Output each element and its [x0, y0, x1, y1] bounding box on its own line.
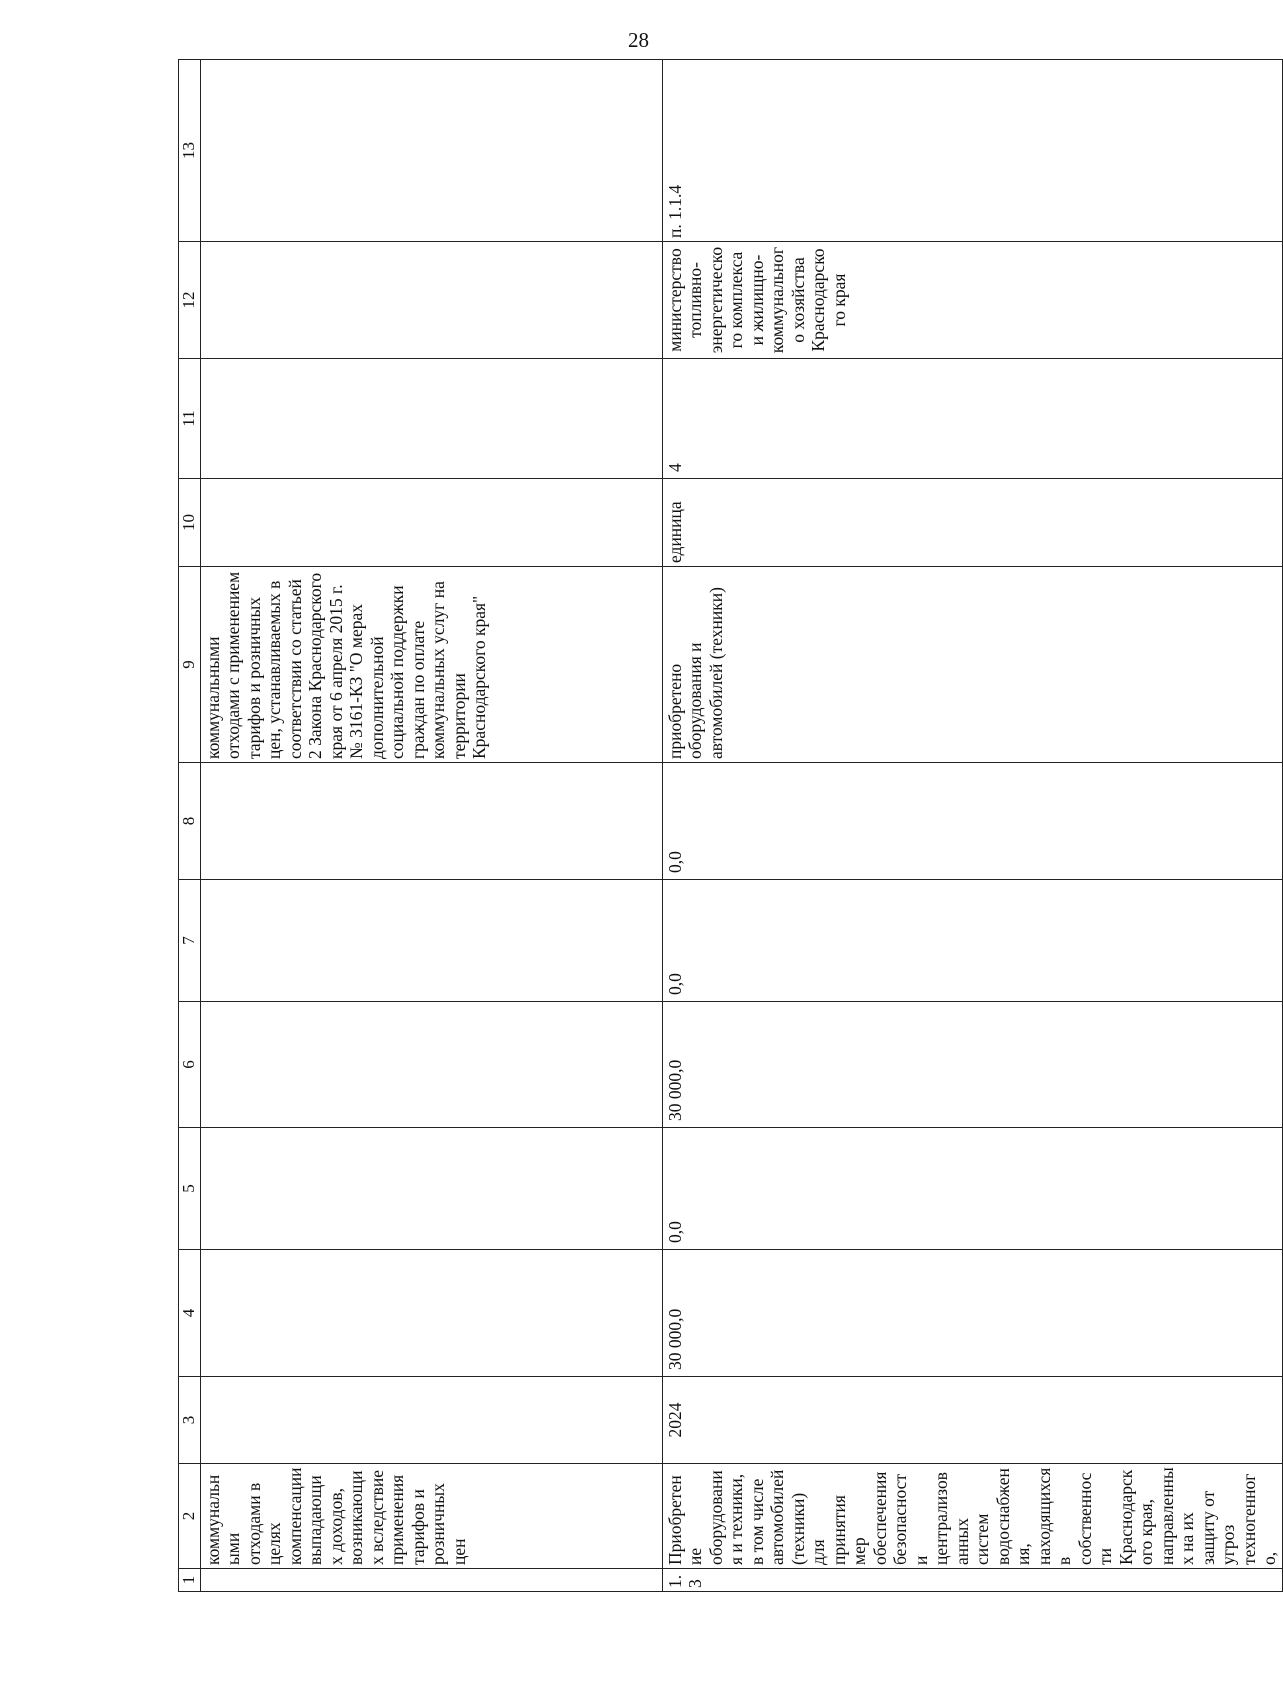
task-reference-cell	[200, 60, 662, 242]
federal-funding-cell	[200, 1128, 662, 1250]
header-cell: 10	[179, 479, 201, 567]
responsible-cell: министерство топливно-энергетического комплекса и жилищно-коммунального хозяйства Краснодарского края	[662, 242, 1282, 359]
program-table	[178, 59, 1283, 1592]
result-description-cell: коммунальными отходами с применением тарифов и розничных цен, устанавливаемых в соответствии со статьей 2 Закона Краснодарского края от 6 апреля 2015 г. № 3161-КЗ "О мерах дополнительной социальной поддержки граждан по оплате коммунальных услуг на территории Краснодарского края"	[200, 567, 662, 763]
header-cell: 11	[179, 359, 201, 479]
event-name-cell: Приобретение оборудования и техники, в том числе автомобилей (техники) для принятия мер обеспечения безопасности централизованных систем водоснабжения, находящихся в собственности Краснодарского края, направленных на их защиту от угроз техногенного,	[662, 1464, 1282, 1569]
total-funding-cell	[200, 1250, 662, 1377]
page-number: 28	[628, 28, 649, 52]
header-cell: 13	[179, 60, 201, 242]
unit-cell	[200, 479, 662, 567]
result-description-cell: приобретено оборудования и автомобилей (техники)	[662, 567, 1282, 763]
local-funding-cell: 0,0	[662, 880, 1282, 1002]
year-cell	[200, 1377, 662, 1464]
result-value-cell: 4	[662, 359, 1282, 479]
header-cell: 3	[179, 1377, 201, 1464]
result-value-cell	[200, 359, 662, 479]
header-cell: 6	[179, 1002, 201, 1128]
table-row	[662, 60, 1282, 1592]
header-cell: 2	[179, 1464, 201, 1569]
row-number-cell	[200, 1569, 662, 1592]
header-cell: 4	[179, 1250, 201, 1377]
header-cell: 5	[179, 1128, 201, 1250]
total-funding-cell: 30 000,0	[662, 1250, 1282, 1377]
regional-funding-cell	[200, 1002, 662, 1128]
header-cell: 12	[179, 242, 201, 359]
other-funding-cell: 0,0	[662, 763, 1282, 880]
federal-funding-cell: 0,0	[662, 1128, 1282, 1250]
other-funding-cell	[200, 763, 662, 880]
rotated-table-container	[178, 60, 1279, 1592]
unit-cell: единица	[662, 479, 1282, 567]
row-number-cell: 1.3	[662, 1569, 1282, 1592]
table-row	[200, 60, 662, 1592]
year-cell: 2024	[662, 1377, 1282, 1464]
header-cell: 9	[179, 567, 201, 763]
local-funding-cell	[200, 880, 662, 1002]
regional-funding-cell: 30 000,0	[662, 1002, 1282, 1128]
header-cell: 8	[179, 763, 201, 880]
task-reference-cell: п. 1.1.4	[662, 60, 1282, 242]
header-cell: 7	[179, 880, 201, 1002]
header-row	[179, 60, 201, 1592]
event-name-cell: коммунальными отходами в целях компенсации выпадающих доходов, возникающих вследствие применения тарифов и розничных цен	[200, 1464, 662, 1569]
responsible-cell	[200, 242, 662, 359]
header-cell: 1	[179, 1569, 201, 1592]
